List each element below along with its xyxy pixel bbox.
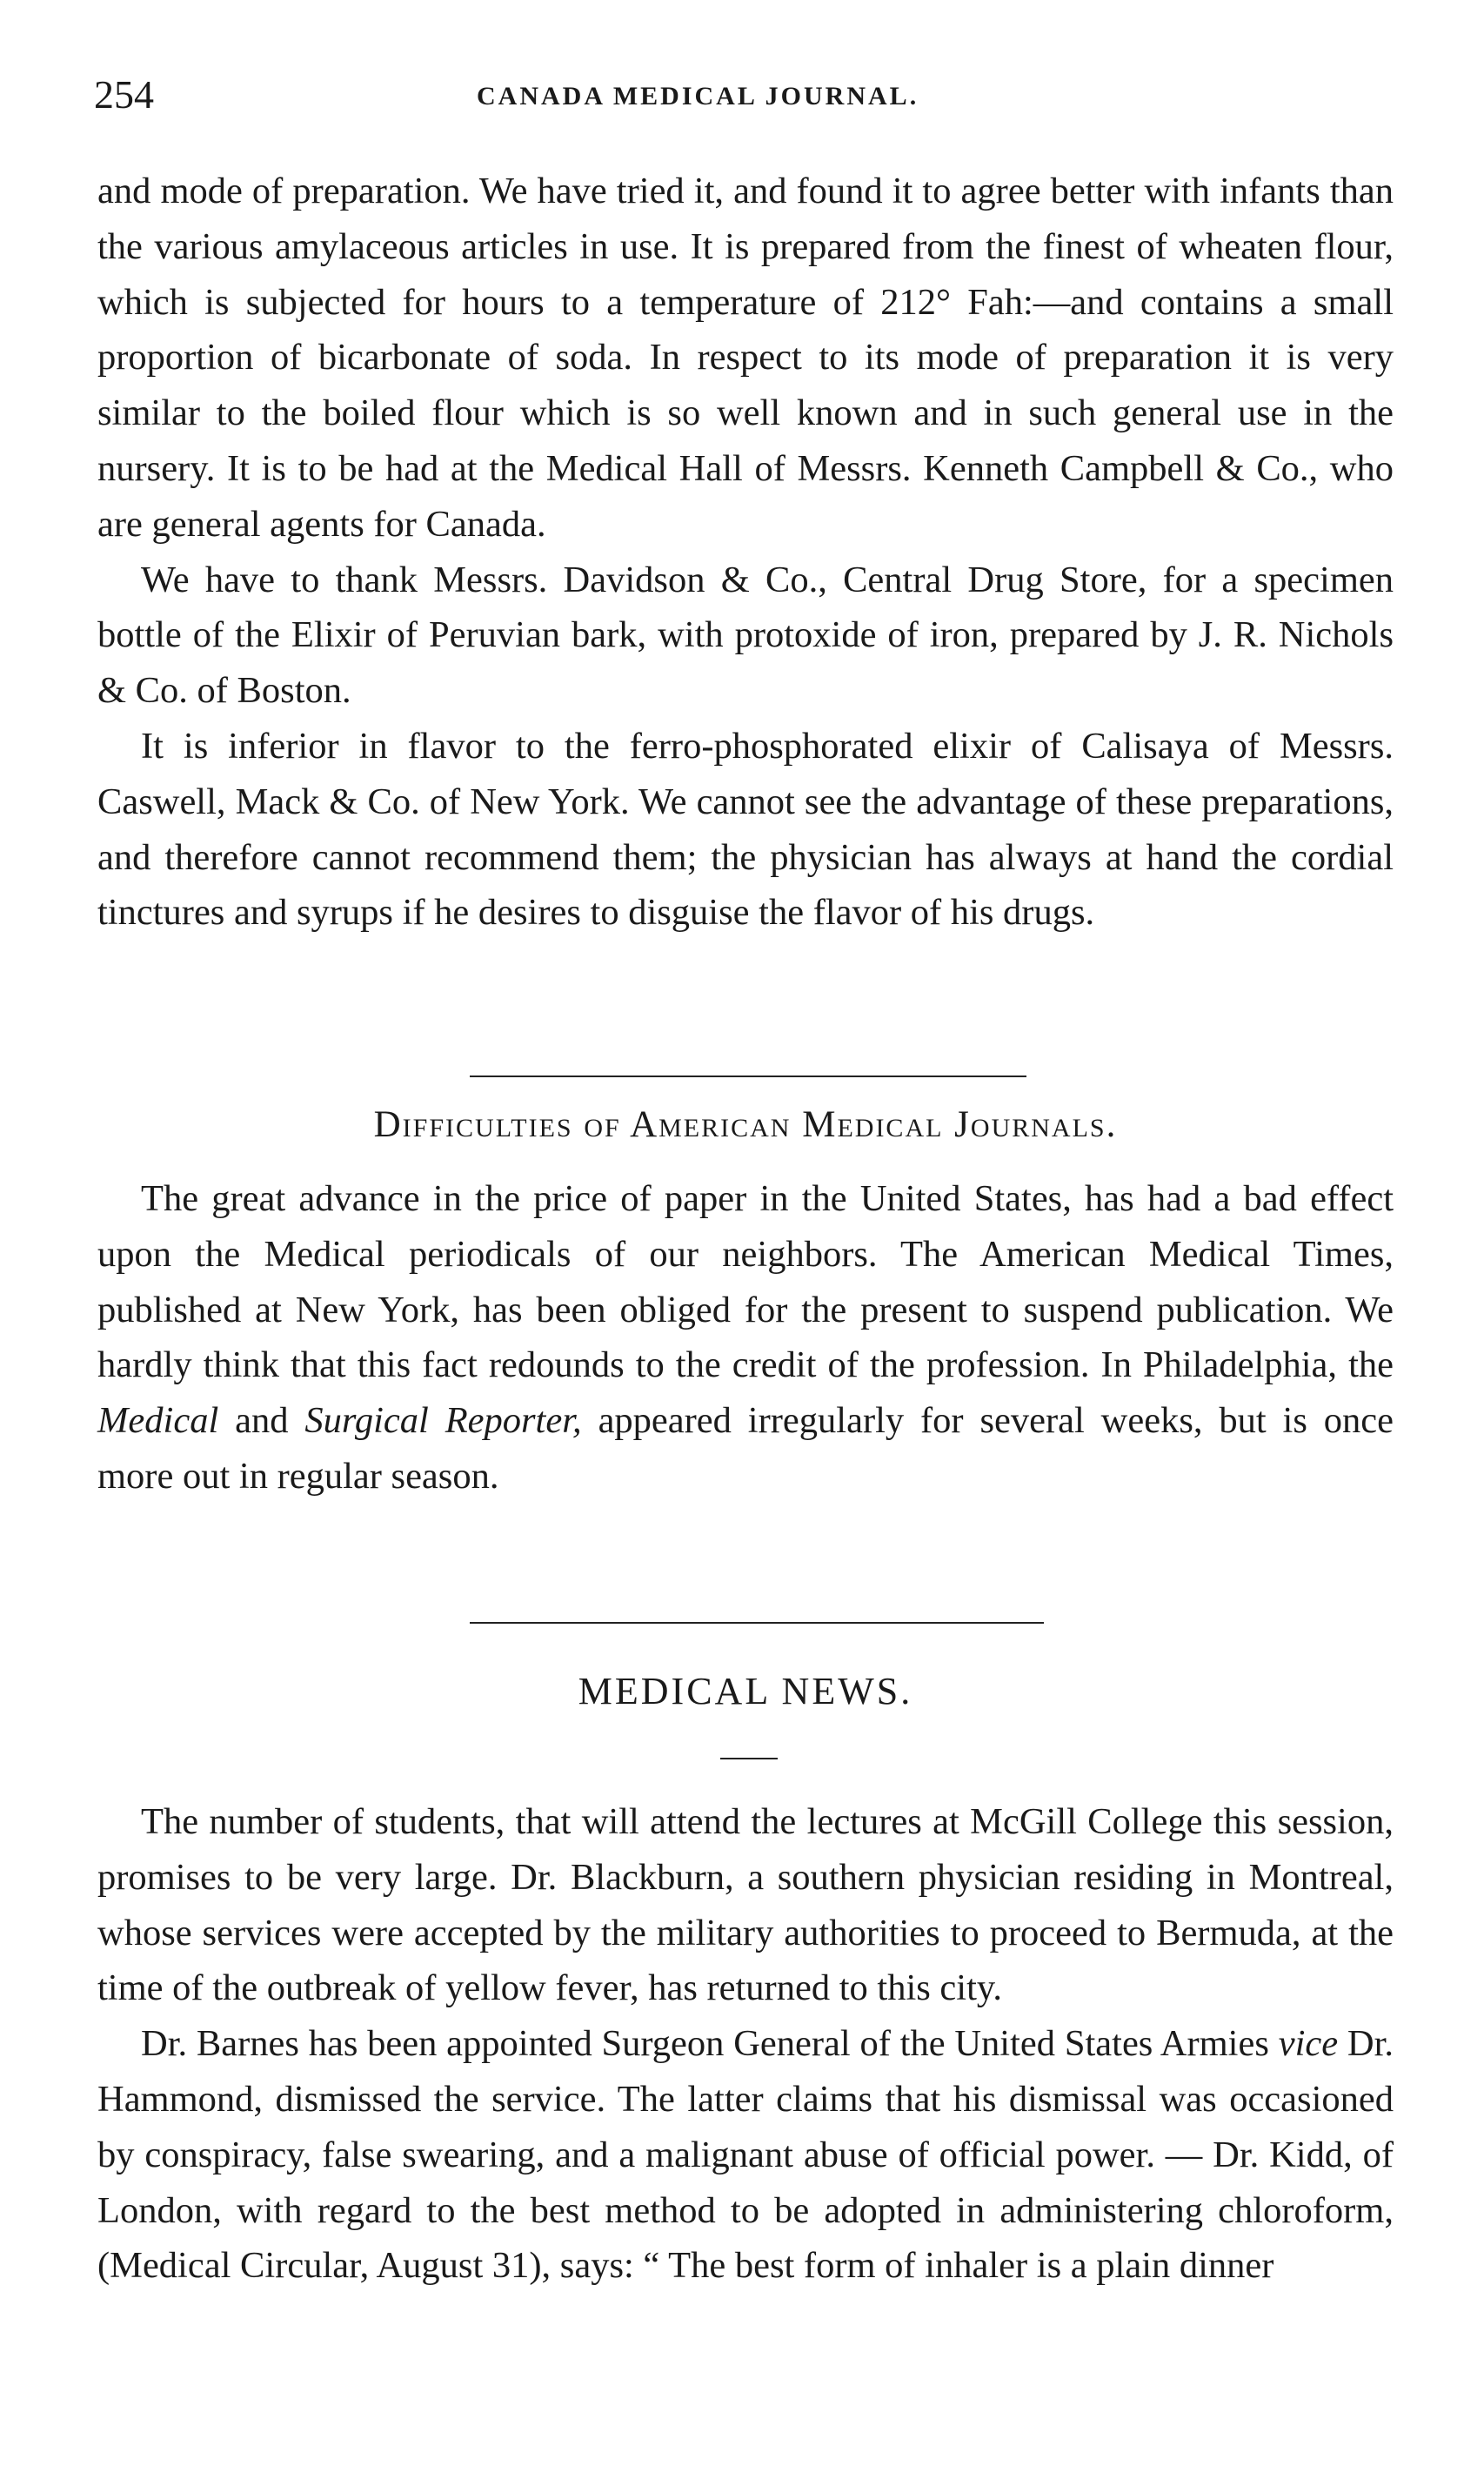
paragraph-preparation: and mode of preparation. We have tried it, and found it to agree better with infants than the various amylaceous articles in use. It is prepared from the finest of wheaten flour, which is subjected for hours to a temperature of 212° Fah:—and contains a small proportion of bicarbonate of soda. In respect to its mode of preparation it is very similar to the boiled flour which is so well known and in such general use in the nursery. It is to be had at the Medical Hall of Messrs. Kenneth Campbell & Co., who are general agents for Canada. <box>97 171 1394 545</box>
section-american-journals <box>97 1171 1394 1504</box>
journal-title: CANADA MEDICAL JOURNAL. <box>477 82 919 111</box>
paragraph-text: appeared irregularly for several weeks, but is once more out in regular season. <box>97 1400 1394 1497</box>
running-head <box>94 71 1390 124</box>
section-preparations <box>97 164 1394 941</box>
short-divider-rule <box>720 1758 778 1759</box>
section-divider-rule <box>470 1076 1026 1077</box>
italic-surgical-reporter: Surgical Reporter, <box>304 1400 582 1442</box>
section-medical-news <box>97 1794 1394 2294</box>
paragraph-surgeon-general <box>97 2016 1394 2294</box>
paragraph-paper-prices <box>97 1171 1394 1504</box>
paragraph-students: The number of students, that will attend the lectures at McGill College this session, promises to be very large. Dr. Blackburn, a southern physician residing in Montreal, whose services were accepted by the military authorities to proceed to Bermuda, at the time of the outbreak of yellow fever, has returned to this city. <box>97 1801 1394 2009</box>
paragraph-text: Dr. Hammond, dismissed the service. The latter claims that his dismissal was occasioned by conspiracy, false swearing, and a malignant abuse of official power. — Dr. Kidd, of London, with regard to the best method to be adopted in administering chloroform, (Medical Circular, August 31), says: “ The best form of inhaler is a plain dinner <box>97 2023 1394 2287</box>
page-number: 254 <box>94 72 154 117</box>
section-heading-medical-news: MEDICAL NEWS. <box>578 1670 913 1712</box>
italic-vice: vice <box>1278 2023 1339 2065</box>
section-heading-american-journals: Difficulties of American Medical Journals. <box>373 1104 1118 1145</box>
italic-medical: Medical <box>97 1400 219 1442</box>
paragraph-elixir-specimen: We have to thank Messrs. Davidson & Co., Central Drug Store, for a specimen bottle of the Elixir of Peruvian bark, with protoxide of iron, prepared by J. R. Nichols & Co. of Boston. <box>97 559 1394 712</box>
paragraph-text: and <box>235 1400 289 1442</box>
paragraph-elixir-comparison: It is inferior in flavor to the ferro-phosphorated elixir of Calisaya of Messrs. Caswell, Mack & Co. of New York. We cannot see the advantage of these preparations, and therefore cannot recommend them; the physician has always at hand the cordial tinctures and syrups if he desires to disguise the flavor of his drugs. <box>97 725 1394 934</box>
paragraph-text: The great advance in the price of paper in the United States, has had a bad effect upon the Medical periodicals of our neighbors. The American Medical Times, published at New York, has been obliged for the present to suspend publication. We hardly think that this fact redounds to the credit of the profession. In Philadelphia, the <box>97 1178 1394 1386</box>
section-divider-rule <box>470 1622 1044 1624</box>
paragraph-text: Dr. Barnes has been appointed Surgeon General of the United States Armies <box>141 2023 1269 2065</box>
